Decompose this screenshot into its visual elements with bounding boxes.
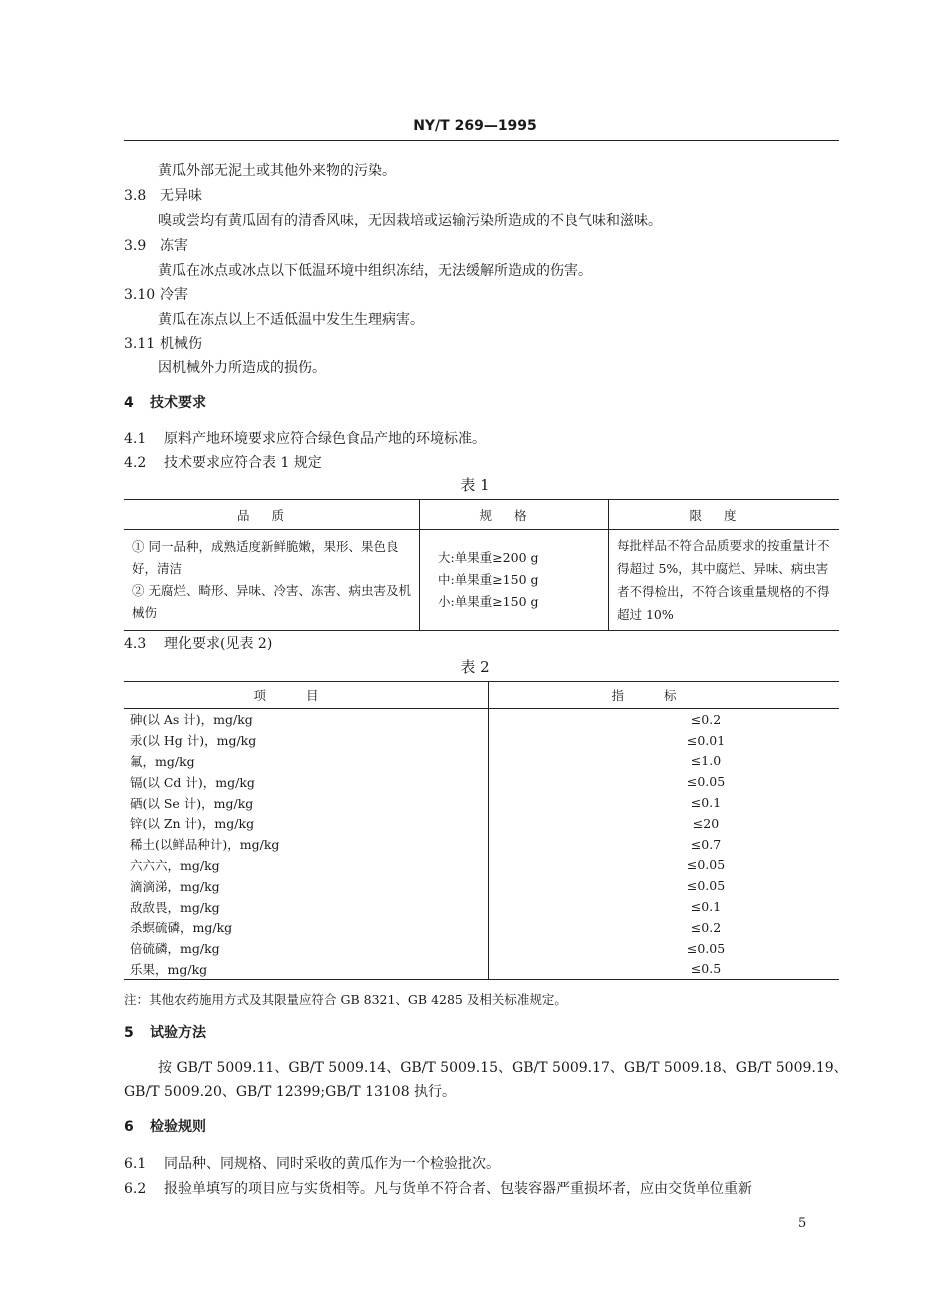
table-row xyxy=(124,938,839,959)
section-number: 6.1 xyxy=(124,1156,147,1172)
section-title: 检验规则 xyxy=(150,1119,206,1135)
table-1-row xyxy=(124,530,839,631)
section-6-1 xyxy=(124,1153,500,1173)
table-row xyxy=(124,709,839,730)
item-limit: ≤0.7 xyxy=(690,836,722,852)
item-limit: ≤0.2 xyxy=(690,919,722,935)
item-limit: ≤1.0 xyxy=(690,753,722,769)
item-limit: ≤0.05 xyxy=(686,940,726,956)
section-title: 机械伤 xyxy=(160,336,202,352)
quality-item: ① 同一品种，成熟适度新鲜脆嫩，果形、果色良好，清洁 xyxy=(132,539,399,576)
header-quality: 品质 xyxy=(124,500,420,530)
item-limit: ≤20 xyxy=(692,815,720,831)
page-number: 5 xyxy=(798,1216,807,1231)
section-3-10-heading xyxy=(124,284,188,304)
item-name: 稀土(以鲜品种计)，mg/kg xyxy=(124,834,489,855)
section-3-11-heading xyxy=(124,333,202,353)
section-4-2 xyxy=(124,452,322,472)
section-number: 5 xyxy=(124,1025,134,1041)
item-limit: ≤0.2 xyxy=(690,711,722,727)
table-row xyxy=(124,771,839,792)
section-4-3 xyxy=(124,633,272,653)
quality-cell xyxy=(124,530,420,631)
spec-item-medium: 中:单果重≥150 g xyxy=(438,572,539,587)
section-title: 冻害 xyxy=(160,238,188,254)
section-text: 同品种、同规格、同时采收的黄瓜作为一个检验批次。 xyxy=(164,1156,500,1172)
section-number: 3.9 xyxy=(124,238,147,254)
item-name: 砷(以 As 计)，mg/kg xyxy=(124,709,489,730)
section-text: 原料产地环境要求应符合绿色食品产地的环境标准。 xyxy=(164,431,486,447)
table-row xyxy=(124,792,839,813)
section-5-text-line-2: GB/T 5009.20、GB/T 12399;GB/T 13108 执行。 xyxy=(124,1084,457,1100)
item-limit: ≤0.01 xyxy=(686,732,726,748)
table-row xyxy=(124,855,839,876)
item-name: 锌(以 Zn 计)，mg/kg xyxy=(124,813,489,834)
section-number: 3.11 xyxy=(124,336,156,352)
spec-cell xyxy=(420,530,609,631)
section-number: 4 xyxy=(124,395,134,411)
section-3-11-text: 因机械外力所造成的损伤。 xyxy=(158,360,326,376)
item-name: 乐果，mg/kg xyxy=(124,959,489,980)
item-limit: ≤0.5 xyxy=(690,961,722,977)
section-6-heading xyxy=(124,1116,206,1136)
section-number: 4.1 xyxy=(124,431,147,447)
section-3-9-text: 黄瓜在冰点或冰点以下低温环境中组织冻结，无法缓解所造成的伤害。 xyxy=(158,263,592,279)
section-title: 试验方法 xyxy=(150,1025,206,1041)
section-number: 6.2 xyxy=(124,1181,147,1197)
item-limit: ≤0.05 xyxy=(686,878,726,894)
item-name: 倍硫磷，mg/kg xyxy=(124,938,489,959)
table-row xyxy=(124,834,839,855)
section-number: 6 xyxy=(124,1119,134,1135)
standard-code-header: NY/T 269—1995 xyxy=(413,118,537,134)
section-6-2 xyxy=(124,1178,752,1198)
section-number: 3.8 xyxy=(124,188,147,204)
table-row xyxy=(124,896,839,917)
table-2-header-row xyxy=(124,682,839,709)
table-2-physicochemical xyxy=(124,681,839,980)
item-name: 镉(以 Cd 计)，mg/kg xyxy=(124,771,489,792)
section-3-8-heading xyxy=(124,185,202,205)
table-2-note: 注：其他农药施用方式及其限量应符合 GB 8321、GB 4285 及相关标准规定。 xyxy=(124,992,567,1007)
item-limit: ≤0.1 xyxy=(690,899,722,915)
section-3-9-heading xyxy=(124,235,188,255)
section-text: 理化要求(见表 2) xyxy=(164,636,273,652)
header-spec: 规格 xyxy=(420,500,609,530)
section-number: 4.3 xyxy=(124,636,147,652)
item-name: 氟，mg/kg xyxy=(124,751,489,772)
table-1-header-row xyxy=(124,500,839,530)
section-title: 技术要求 xyxy=(150,395,206,411)
section-5-text-line-1: 按 GB/T 5009.11、GB/T 5009.14、GB/T 5009.15、GB/T 5009.17、GB/T 5009.18、GB/T 5009.19、 xyxy=(158,1060,848,1076)
header-indicator: 指标 xyxy=(489,682,840,709)
limit-cell: 每批样品不符合品质要求的按重量计不得超过 5%，其中腐烂、异味、病虫害者不得检出，不符合该重量规格的不得超过 10% xyxy=(617,538,830,622)
spec-item-small: 小:单果重≥150 g xyxy=(438,594,539,609)
section-title: 无异味 xyxy=(160,188,202,204)
section-4-heading xyxy=(124,392,206,412)
section-3-8-text: 嗅或尝均有黄瓜固有的清香风味，无因栽培或运输污染所造成的不良气味和滋味。 xyxy=(158,213,662,229)
section-4-1 xyxy=(124,428,486,448)
table-row xyxy=(124,959,839,980)
header-limit: 限度 xyxy=(609,500,840,530)
table-1-caption: 表 1 xyxy=(460,476,490,494)
item-name: 杀螟硫磷，mg/kg xyxy=(124,917,489,938)
item-name: 六六六，mg/kg xyxy=(124,855,489,876)
item-name: 汞(以 Hg 计)，mg/kg xyxy=(124,730,489,751)
table-row xyxy=(124,875,839,896)
section-title: 冷害 xyxy=(160,287,188,303)
table-2-caption: 表 2 xyxy=(460,658,490,676)
section-text: 报验单填写的项目应与实货相等。凡与货单不符合者、包装容器严重损坏者，应由交货单位重新 xyxy=(164,1181,752,1197)
item-name: 滴滴涕，mg/kg xyxy=(124,875,489,896)
header-item: 项目 xyxy=(124,682,489,709)
item-limit: ≤0.05 xyxy=(686,857,726,873)
header-divider xyxy=(124,140,839,141)
section-5-heading xyxy=(124,1022,206,1042)
paragraph-cleanliness: 黄瓜外部无泥土或其他外来物的污染。 xyxy=(158,163,396,179)
section-number: 4.2 xyxy=(124,455,147,471)
section-number: 3.10 xyxy=(124,287,156,303)
item-limit: ≤0.05 xyxy=(686,774,726,790)
item-name: 硒(以 Se 计)，mg/kg xyxy=(124,792,489,813)
table-row xyxy=(124,813,839,834)
item-name: 敌敌畏，mg/kg xyxy=(124,896,489,917)
section-text: 技术要求应符合表 1 规定 xyxy=(164,455,322,471)
quality-item: ② 无腐烂、畸形、异味、冷害、冻害、病虫害及机械伤 xyxy=(132,583,411,620)
table-row xyxy=(124,751,839,772)
spec-item-large: 大:单果重≥200 g xyxy=(438,550,539,565)
table-row xyxy=(124,730,839,751)
item-limit: ≤0.1 xyxy=(690,795,722,811)
section-3-10-text: 黄瓜在冻点以上不适低温中发生生理病害。 xyxy=(158,312,424,328)
table-row xyxy=(124,917,839,938)
table-1-quality-spec xyxy=(124,499,839,631)
